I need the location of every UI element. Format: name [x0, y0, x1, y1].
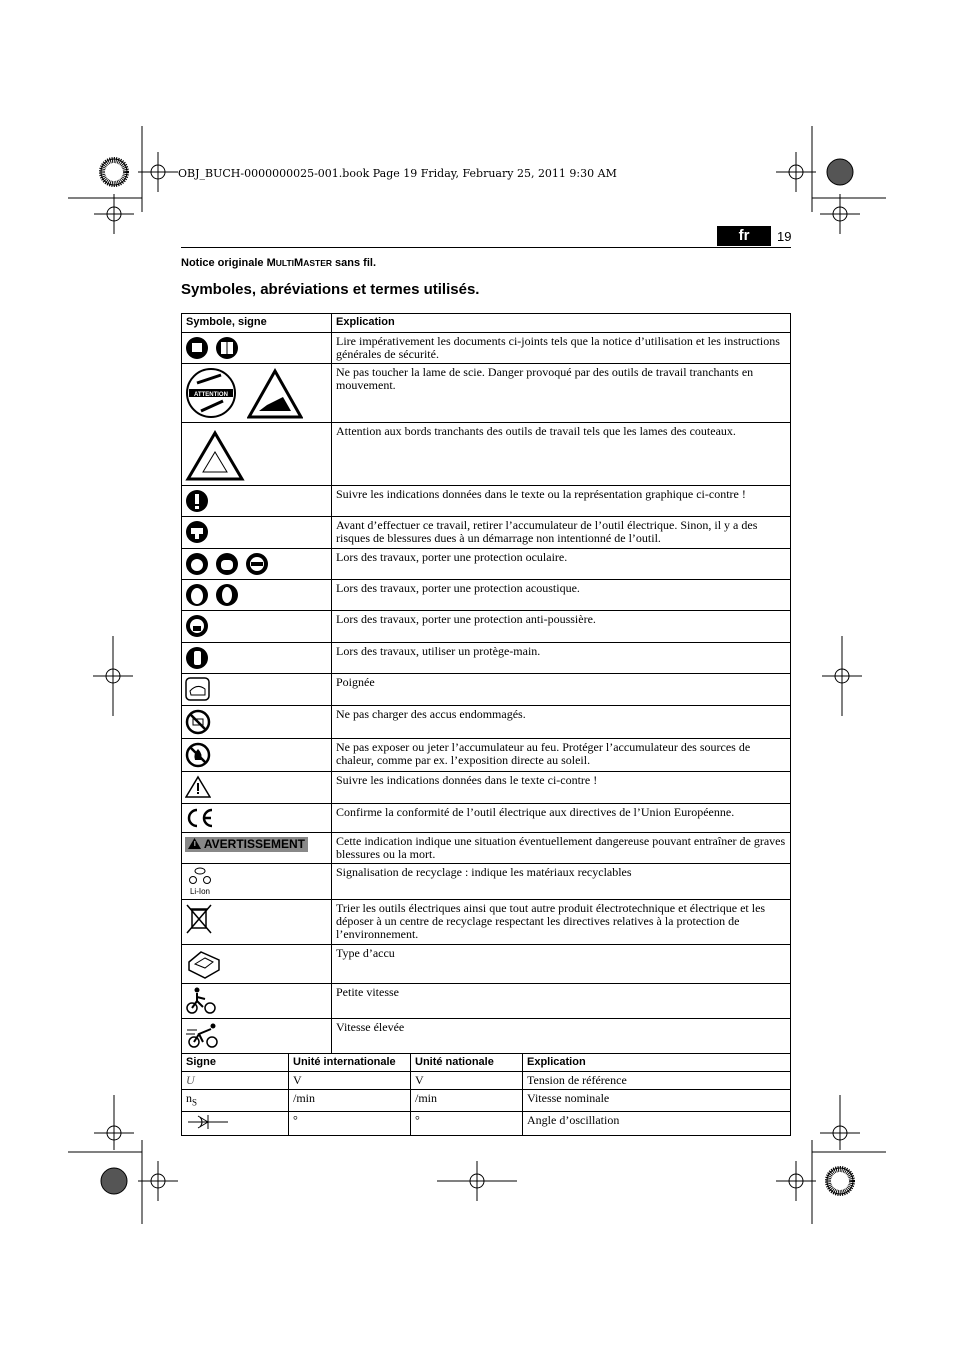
symbol-cell [182, 772, 332, 804]
symbol-cell [182, 706, 332, 739]
header-explanation: Explication [332, 314, 791, 333]
explanation-cell: Petite vitesse [332, 984, 791, 1019]
symbol-cell [182, 674, 332, 706]
symbol-cell [182, 804, 332, 833]
symbol-cell [182, 739, 332, 772]
symbol-cell [182, 1019, 332, 1054]
read-manual-icon [185, 336, 209, 360]
symbols-table [181, 313, 791, 1054]
no-charge-damaged-icon [185, 709, 211, 735]
goggles-icon [245, 552, 269, 576]
unit-sign-sub: S [192, 1097, 198, 1108]
table-row [182, 1072, 791, 1090]
symbol-cell [182, 333, 332, 364]
symbol-cell [182, 423, 332, 486]
symbol-cell [182, 833, 332, 864]
table-row [182, 611, 791, 643]
explanation-cell: Lire impérativement les documents ci-joints tels que la notice d’utilisation et les instructions générales de sécurité. [332, 333, 791, 364]
header-rule [181, 247, 791, 248]
units-header-row [182, 1054, 791, 1072]
table-row [182, 706, 791, 739]
explanation-cell: Type d’accu [332, 945, 791, 984]
table-row [182, 674, 791, 706]
sharp-edges-warning-icon [185, 430, 245, 482]
table-row [182, 945, 791, 984]
symbol-cell [182, 611, 332, 643]
explanation-cell: Lors des travaux, utiliser un protège-main. [332, 643, 791, 674]
explanation-cell: Cette indication indique une situation éventuellement dangereuse pouvant entraîner de graves blessures ou la mort. [332, 833, 791, 864]
units-header-intl: Unité internationale [289, 1054, 411, 1072]
unit-sign-main: n [186, 1091, 192, 1105]
attention-label: ATTENTION [194, 392, 228, 398]
recycle-label: Li-Ion [189, 887, 210, 896]
table-row [182, 517, 791, 549]
table-row [182, 984, 791, 1019]
symbol-cell [182, 945, 332, 984]
table-row [182, 1112, 791, 1136]
ear-muffs-icon [215, 583, 239, 607]
symbol-cell [182, 364, 332, 423]
unit-natl: /min [411, 1090, 523, 1112]
table-row [182, 739, 791, 772]
table-row [182, 864, 791, 900]
unit-sign: U [182, 1072, 289, 1090]
symbol-cell [182, 580, 332, 611]
remove-battery-icon [185, 520, 209, 544]
table-row [182, 364, 791, 423]
unit-sign [182, 1112, 289, 1136]
table-row [182, 1019, 791, 1054]
explanation-cell: Poignée [332, 674, 791, 706]
book-icon [215, 336, 239, 360]
dust-mask-icon [185, 614, 209, 638]
recycle-icon [187, 867, 213, 885]
subheading-m1: M [266, 257, 276, 269]
section-title: Symboles, abréviations et termes utilisés. [181, 281, 480, 298]
glove-icon [185, 646, 209, 670]
ce-mark-icon [185, 807, 215, 829]
print-header: OBJ_BUCH-0000000025-001.book Page 19 Friday, February 25, 2011 9:30 AM [178, 167, 617, 180]
unit-natl: ° [411, 1112, 523, 1136]
table-row [182, 549, 791, 580]
attention-blade-icon [185, 367, 241, 419]
warning-triangle-icon [185, 775, 211, 799]
table-row [182, 643, 791, 674]
symbol-cell [182, 549, 332, 580]
face-shield-icon [215, 552, 239, 576]
explanation-cell: Suivre les indications données dans le texte ci-contre ! [332, 772, 791, 804]
subheading-prefix: Notice originale [181, 257, 267, 269]
explanation-cell: Suivre les indications données dans le texte ou la représentation graphique ci-contre ! [332, 486, 791, 517]
subheading-suffix: sans fil. [332, 257, 377, 269]
explanation-cell: Vitesse élevée [332, 1019, 791, 1054]
explanation-cell: Avant d’effectuer ce travail, retirer l’accumulateur de l’outil électrique. Sinon, il y a des risques de blessures dues à un démarrage non intentionné de l’outil. [332, 517, 791, 549]
high-speed-bicycle-icon [185, 1022, 221, 1050]
exclamation-icon [185, 489, 209, 513]
symbol-cell [182, 984, 332, 1019]
battery-type-icon [185, 948, 223, 980]
explanation-cell: Ne pas charger des accus endommagés. [332, 706, 791, 739]
table-row [182, 804, 791, 833]
oscillation-angle-icon [186, 1114, 230, 1130]
page-number: 19 [777, 229, 792, 244]
recycle-symbol [185, 867, 215, 896]
warning-small-icon [188, 838, 201, 849]
low-speed-bicycle-icon [185, 987, 217, 1015]
table-row [182, 900, 791, 945]
table-row [182, 580, 791, 611]
unit-intl: /min [289, 1090, 411, 1112]
cutting-hazard-icon [247, 367, 303, 419]
symbol-cell [182, 643, 332, 674]
unit-natl: V [411, 1072, 523, 1090]
unit-expl: Vitesse nominale [523, 1090, 791, 1112]
explanation-cell: Lors des travaux, porter une protection acoustique. [332, 580, 791, 611]
symbol-cell [182, 900, 332, 945]
explanation-cell: Ne pas toucher la lame de scie. Danger provoqué par des outils de travail tranchants en mouvement. [332, 364, 791, 423]
symbol-cell [182, 864, 332, 900]
table-row [182, 1090, 791, 1112]
warning-label-text: AVERTISSEMENT [203, 837, 306, 851]
eye-protection-icon [185, 552, 209, 576]
explanation-cell: Trier les outils électriques ainsi que tout autre produit électrotechnique et électrique et les déposer à un centre de recyclage respectant les directives relatives à la protection de l’environnement. [332, 900, 791, 945]
table-row [182, 333, 791, 364]
explanation-cell: Attention aux bords tranchants des outils de travail tels que les lames des couteaux. [332, 423, 791, 486]
unit-intl: V [289, 1072, 411, 1090]
explanation-cell: Lors des travaux, porter une protection anti-poussière. [332, 611, 791, 643]
subheading-m4: ASTER [303, 258, 332, 268]
subheading-m2: ULTI [275, 258, 295, 268]
subheading [181, 257, 376, 269]
table-row [182, 833, 791, 864]
explanation-cell: Signalisation de recyclage : indique les matériaux recyclables [332, 864, 791, 900]
unit-intl: ° [289, 1112, 411, 1136]
explanation-cell: Ne pas exposer ou jeter l’accumulateur au feu. Protéger l’accumulateur des sources de chaleur, comme par ex. l’exposition directe au soleil. [332, 739, 791, 772]
units-header-expl: Explication [523, 1054, 791, 1072]
header-symbol: Symbole, signe [182, 314, 332, 333]
table-row [182, 486, 791, 517]
warning-label [185, 837, 308, 852]
unit-expl: Tension de référence [523, 1072, 791, 1090]
weee-bin-icon [185, 903, 213, 935]
unit-sign [182, 1090, 289, 1112]
units-table [181, 1053, 791, 1136]
language-tab: fr [717, 226, 771, 246]
symbol-cell [182, 517, 332, 549]
explanation-cell: Confirme la conformité de l’outil électrique aux directives de l’Union Européenne. [332, 804, 791, 833]
subheading-m3: M [294, 257, 304, 269]
table-row [182, 772, 791, 804]
table-header-row [182, 314, 791, 333]
units-header-natl: Unité nationale [411, 1054, 523, 1072]
units-header-sign: Signe [182, 1054, 289, 1072]
handle-icon [185, 677, 211, 701]
explanation-cell: Lors des travaux, porter une protection oculaire. [332, 549, 791, 580]
table-row [182, 423, 791, 486]
ear-protection-icon [185, 583, 209, 607]
no-fire-icon [185, 742, 211, 768]
unit-expl: Angle d’oscillation [523, 1112, 791, 1136]
symbol-cell [182, 486, 332, 517]
